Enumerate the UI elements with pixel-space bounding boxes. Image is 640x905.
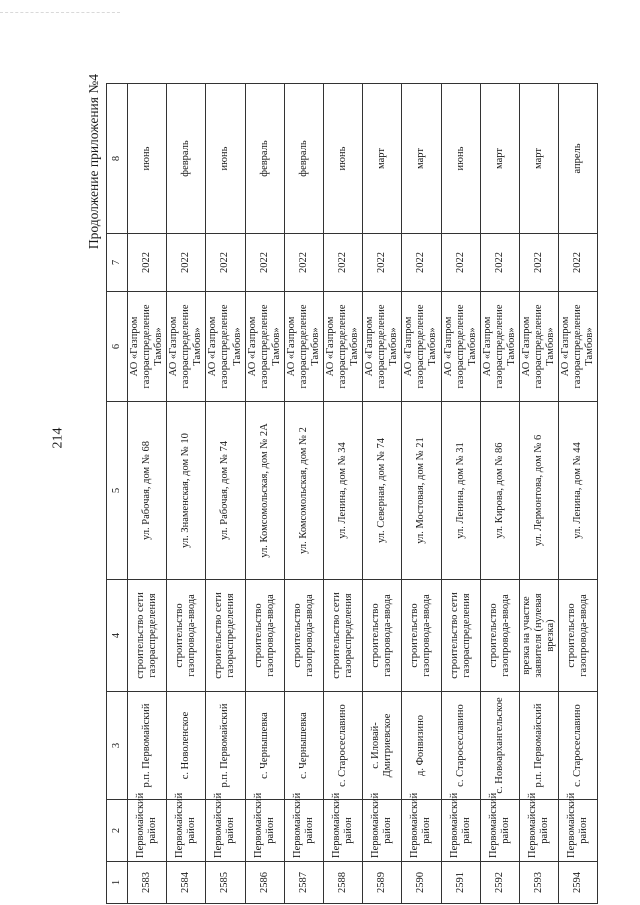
- work-type-cell: строительство газопровода-ввода: [363, 580, 402, 692]
- work-type-cell: строительство газопровода-ввода: [284, 580, 323, 692]
- year-cell: 2022: [402, 234, 441, 292]
- settlement-cell: р.п. Первомайский: [519, 692, 558, 800]
- address-cell: ул. Ленина, дом № 44: [559, 402, 598, 580]
- table-row: [519, 84, 558, 904]
- address-cell: ул. Мостовая, дом № 21: [402, 402, 441, 580]
- month-cell: март: [363, 84, 402, 234]
- year-cell: 2022: [480, 234, 519, 292]
- month-cell: июнь: [441, 84, 480, 234]
- settlement-cell: р.п. Первомайский: [206, 692, 245, 800]
- organization-cell: АО «Газпром газораспределение Тамбов»: [441, 292, 480, 402]
- row-number: 2592: [480, 862, 519, 904]
- year-cell: 2022: [323, 234, 362, 292]
- settlement-cell: с. Новоархангельское: [480, 692, 519, 800]
- district-cell: Первомайский район: [363, 800, 402, 862]
- work-type-cell: врезка на участке заявителя (нулевая врезка): [519, 580, 558, 692]
- organization-cell: АО «Газпром газораспределение Тамбов»: [480, 292, 519, 402]
- row-number: 2589: [363, 862, 402, 904]
- column-header: 7: [107, 234, 128, 292]
- scan-artifact: [0, 0, 120, 13]
- year-cell: 2022: [167, 234, 206, 292]
- table-row: [284, 84, 323, 904]
- work-type-cell: строительство сети газораспределения: [323, 580, 362, 692]
- work-type-cell: строительство сети газораспределения: [206, 580, 245, 692]
- organization-cell: АО «Газпром газораспределение Тамбов»: [559, 292, 598, 402]
- settlement-cell: с. Старосеславино: [441, 692, 480, 800]
- month-cell: март: [519, 84, 558, 234]
- work-type-cell: строительство газопровода-ввода: [402, 580, 441, 692]
- district-cell: Первомайский район: [284, 800, 323, 862]
- gasification-table: [106, 83, 598, 904]
- row-number: 2593: [519, 862, 558, 904]
- table-row: [167, 84, 206, 904]
- column-header: 2: [107, 800, 128, 862]
- work-type-cell: строительство сети газораспределения: [441, 580, 480, 692]
- document-sheet: [86, 64, 606, 904]
- district-cell: Первомайский район: [206, 800, 245, 862]
- month-cell: февраль: [284, 84, 323, 234]
- table-row: [480, 84, 519, 904]
- address-cell: ул. Комсомольская, дом № 2А: [245, 402, 284, 580]
- work-type-cell: строительство газопровода-ввода: [480, 580, 519, 692]
- district-cell: Первомайский район: [245, 800, 284, 862]
- row-number: 2587: [284, 862, 323, 904]
- column-header: 4: [107, 580, 128, 692]
- settlement-cell: д. Фонвизино: [402, 692, 441, 800]
- work-type-cell: строительство газопровода-ввода: [167, 580, 206, 692]
- row-number: 2583: [128, 862, 167, 904]
- address-cell: ул. Знаменская, дом № 10: [167, 402, 206, 580]
- settlement-cell: с. Чернышевка: [245, 692, 284, 800]
- table-row: [206, 84, 245, 904]
- settlement-cell: с. Новоленское: [167, 692, 206, 800]
- address-cell: ул. Лермонтова, дом № 6: [519, 402, 558, 580]
- year-cell: 2022: [363, 234, 402, 292]
- month-cell: февраль: [167, 84, 206, 234]
- month-cell: июнь: [323, 84, 362, 234]
- district-cell: Первомайский район: [402, 800, 441, 862]
- table-row: [245, 84, 284, 904]
- table-row: [559, 84, 598, 904]
- row-number: 2590: [402, 862, 441, 904]
- table-row: [402, 84, 441, 904]
- row-number: 2591: [441, 862, 480, 904]
- row-number: 2584: [167, 862, 206, 904]
- address-cell: ул. Комсомольская, дом № 2: [284, 402, 323, 580]
- row-number: 2588: [323, 862, 362, 904]
- row-number: 2586: [245, 862, 284, 904]
- column-header: 8: [107, 84, 128, 234]
- organization-cell: АО «Газпром газораспределение Тамбов»: [245, 292, 284, 402]
- year-cell: 2022: [206, 234, 245, 292]
- column-header: 6: [107, 292, 128, 402]
- work-type-cell: строительство газопровода-ввода: [245, 580, 284, 692]
- month-cell: июнь: [206, 84, 245, 234]
- settlement-cell: с. Старосеславино: [559, 692, 598, 800]
- organization-cell: АО «Газпром газораспределение Тамбов»: [323, 292, 362, 402]
- district-cell: Первомайский район: [441, 800, 480, 862]
- month-cell: март: [480, 84, 519, 234]
- organization-cell: АО «Газпром газораспределение Тамбов»: [128, 292, 167, 402]
- district-cell: Первомайский район: [519, 800, 558, 862]
- settlement-cell: с. Старосеславино: [323, 692, 362, 800]
- year-cell: 2022: [559, 234, 598, 292]
- month-cell: июнь: [128, 84, 167, 234]
- work-type-cell: строительство сети газораспределения: [128, 580, 167, 692]
- table-row: [363, 84, 402, 904]
- appendix-caption: Продолжение приложения №4: [86, 74, 101, 250]
- district-cell: Первомайский район: [559, 800, 598, 862]
- organization-cell: АО «Газпром газораспределение Тамбов»: [206, 292, 245, 402]
- row-number: 2594: [559, 862, 598, 904]
- work-type-cell: строительство газопровода-ввода: [559, 580, 598, 692]
- year-cell: 2022: [245, 234, 284, 292]
- column-header: 1: [107, 862, 128, 904]
- district-cell: Первомайский район: [323, 800, 362, 862]
- address-cell: ул. Рабочая, дом № 74: [206, 402, 245, 580]
- table-row: [128, 84, 167, 904]
- year-cell: 2022: [441, 234, 480, 292]
- table-row: [323, 84, 362, 904]
- organization-cell: АО «Газпром газораспределение Тамбов»: [402, 292, 441, 402]
- column-header: 3: [107, 692, 128, 800]
- organization-cell: АО «Газпром газораспределение Тамбов»: [519, 292, 558, 402]
- month-cell: апрель: [559, 84, 598, 234]
- month-cell: февраль: [245, 84, 284, 234]
- address-cell: ул. Кирова, дом № 86: [480, 402, 519, 580]
- settlement-cell: с. Иловай-Дмитриевское: [363, 692, 402, 800]
- year-cell: 2022: [519, 234, 558, 292]
- table-row: [441, 84, 480, 904]
- settlement-cell: с. Чернышевка: [284, 692, 323, 800]
- settlement-cell: р.п. Первомайский: [128, 692, 167, 800]
- address-cell: ул. Ленина, дом № 31: [441, 402, 480, 580]
- page-number: 214: [50, 427, 66, 449]
- year-cell: 2022: [128, 234, 167, 292]
- month-cell: март: [402, 84, 441, 234]
- year-cell: 2022: [284, 234, 323, 292]
- organization-cell: АО «Газпром газораспределение Тамбов»: [363, 292, 402, 402]
- organization-cell: АО «Газпром газораспределение Тамбов»: [284, 292, 323, 402]
- header-row: [107, 84, 128, 904]
- column-header: 5: [107, 402, 128, 580]
- row-number: 2585: [206, 862, 245, 904]
- organization-cell: АО «Газпром газораспределение Тамбов»: [167, 292, 206, 402]
- district-cell: Первомайский район: [167, 800, 206, 862]
- address-cell: ул. Северная, дом № 74: [363, 402, 402, 580]
- address-cell: ул. Ленина, дом № 34: [323, 402, 362, 580]
- district-cell: Первомайский район: [480, 800, 519, 862]
- district-cell: Первомайский район: [128, 800, 167, 862]
- address-cell: ул. Рабочая, дом № 68: [128, 402, 167, 580]
